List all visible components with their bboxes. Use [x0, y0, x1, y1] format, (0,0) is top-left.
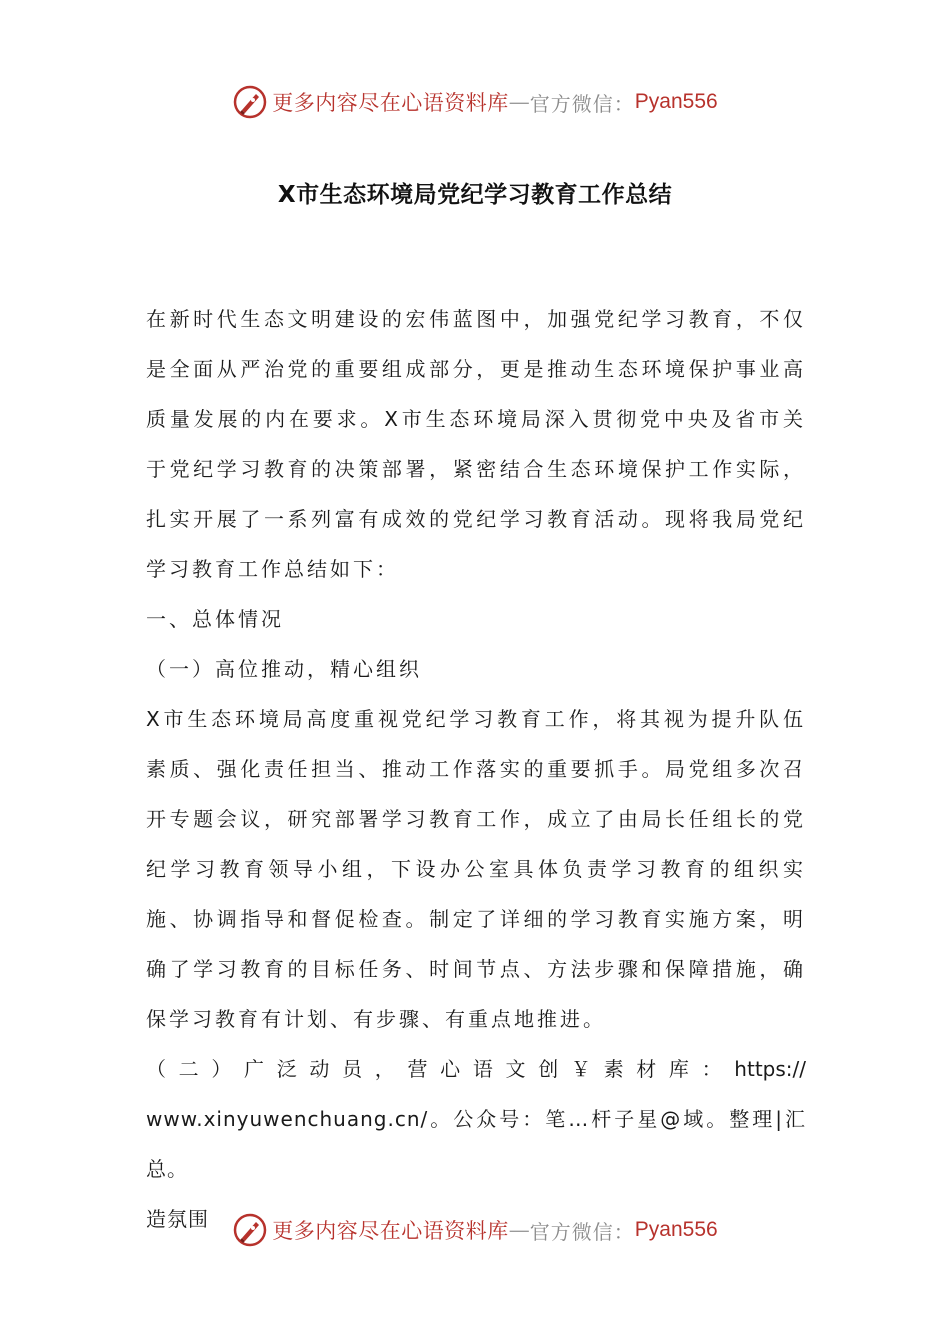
pen-logo-icon — [232, 1212, 268, 1248]
subsection-heading-2-line2: www.xinyuwenchuang.cn/。公众号：笔…杆子星@域。整理|汇总。 — [146, 1107, 806, 1181]
banner-wechat-id: Pyan556 — [634, 90, 718, 113]
banner-text: 更多内容尽在心语资料库 — [272, 1219, 509, 1243]
pen-logo-icon — [232, 84, 268, 120]
header-watermark-banner — [0, 80, 950, 124]
section-heading-overview: 一、总体情况 — [146, 607, 284, 631]
banner-wechat-id: Pyan556 — [634, 1218, 718, 1241]
subsection-heading-2-line1: （二）广泛动员，营心语文创￥素材库：https:// — [146, 1057, 806, 1081]
banner-separator: — — [508, 90, 530, 114]
banner-wechat-label: 官方微信： — [529, 91, 635, 116]
subsection-1-paragraph: X市生态环境局高度重视党纪学习教育工作，将其视为提升队伍素质、强化责任担当、推动工作落实的重要抓手。局党组多次召开专题会议，研究部署学习教育工作，成立了由局长任组长的党纪学习教育领导小组，下设办公室具体负责学习教育的组织实施、协调指导和督促检查。制定了详细的学习教育实施方案，明确了学习教育的目标任务、时间节点、方法步骤和保障措施，确保学习教育有计划、有步骤、有重点地推进。 — [146, 707, 806, 1031]
subsection-heading-2-line3: 造氛围 — [146, 1207, 209, 1231]
intro-paragraph: 在新时代生态文明建设的宏伟蓝图中，加强党纪学习教育，不仅是全面从严治党的重要组成部分，更是推动生态环境保护事业高质量发展的内在要求。X市生态环境局深入贯彻党中央及省市关于党纪学习教育的决策部署，紧密结合生态环境保护工作实际，扎实开展了一系列富有成效的党纪学习教育活动。现将我局党纪学习教育工作总结如下： — [146, 307, 806, 581]
banner-text: 更多内容尽在心语资料库 — [272, 91, 509, 115]
subsection-heading-1: （一）高位推动，精心组织 — [146, 657, 422, 681]
banner-separator: — — [508, 1218, 530, 1242]
banner-wechat-label: 官方微信： — [529, 1219, 635, 1244]
document-body — [146, 294, 806, 1244]
document-title: X市生态环境局党纪学习教育工作总结 — [277, 182, 673, 208]
footer-watermark-banner — [0, 1208, 950, 1252]
